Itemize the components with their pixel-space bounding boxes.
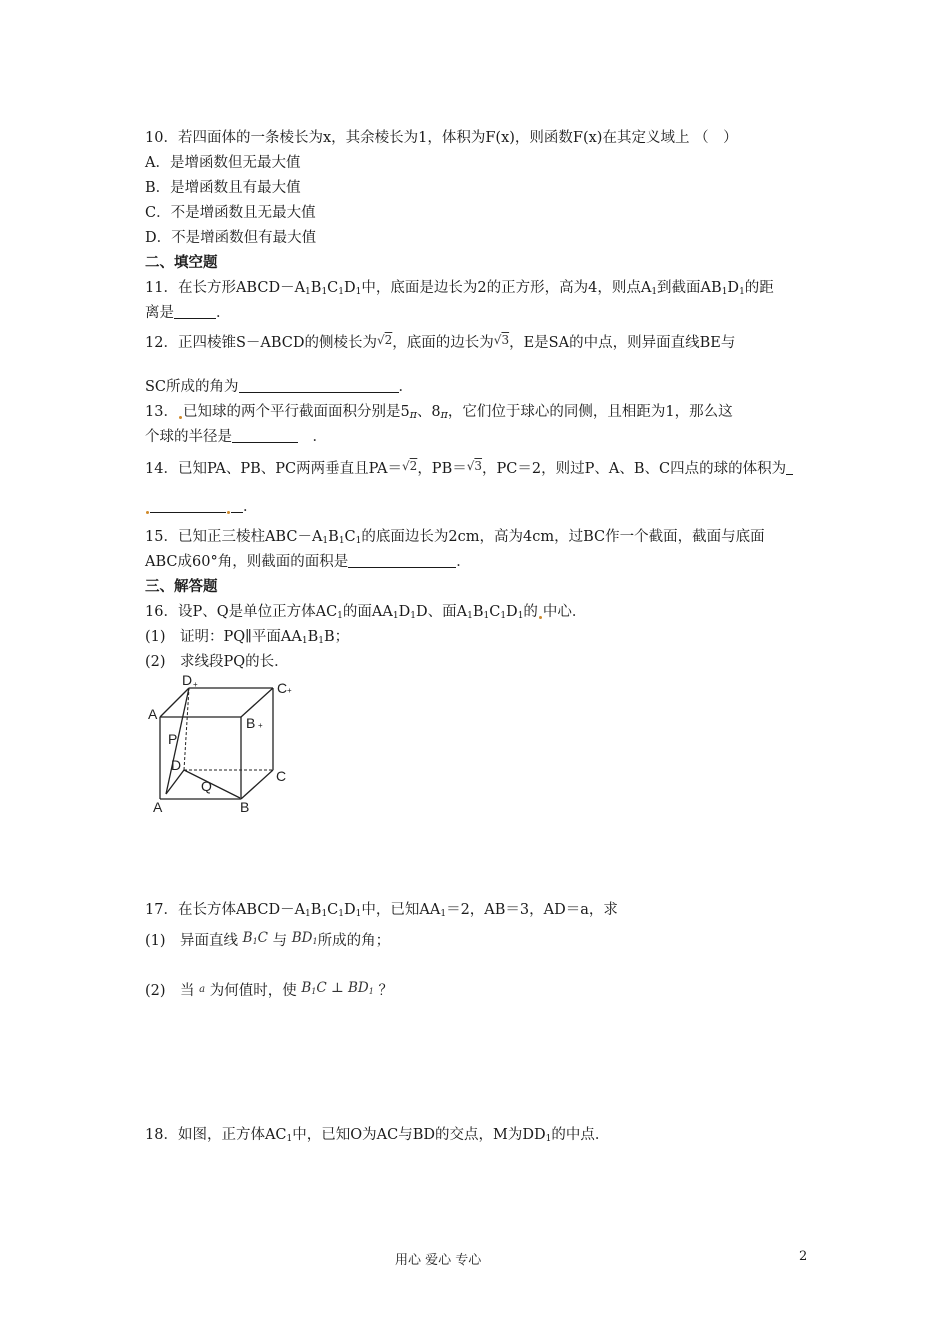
q10-stem: 10．若四面体的一条棱长为x，其余棱长为1，体积为F(x)，则函数F(x)在其定义域上 （ ） (145, 130, 738, 146)
q11-line2: 离是 ． (145, 305, 231, 321)
q10-option-a: A．是增函数但无最大值 (145, 155, 301, 171)
svg-text:+: + (193, 680, 198, 689)
svg-text:+: + (287, 686, 292, 695)
sqrt-2: √2 (402, 459, 418, 473)
q17-part1: (1) 异面直线 $B_1C$ 与 $BD_1$所成的角； (145, 930, 391, 949)
q13-line2: 个球的半径是 ． (145, 429, 327, 445)
figure-label-d1: D (182, 672, 193, 688)
cube-figure (144, 670, 314, 820)
answer-blank (174, 304, 216, 319)
answer-blank (786, 460, 793, 475)
q17-stem: 17．在长方体$ABCD-A_1B_1C_1D_1$中，已知$AA_1=2$，AB＝3，AD＝a，求 (145, 902, 618, 919)
section-heading-solutions: 三、解答题 (145, 579, 218, 595)
page-footer: 用心 爱心 专心 (395, 1253, 482, 1268)
perpendicular-expression: $B_1C$ ⊥ $BD_1$ (301, 980, 374, 996)
page-number: 2 (799, 1249, 808, 1264)
q11-line1: 11．在长方形$ABCD-A_1B_1C_1D_1$中，底面是边长为2的正方形，高为4，则点$A_1$到截面$AB_1D_1$的距 (145, 280, 774, 297)
sqrt-3: √3 (466, 459, 483, 473)
q16-stem: 16．设P、Q是单位正方体$AC_1$的面$AA_1D_1D$、面$A_1B_1C_1D_1$的 中心． (145, 604, 587, 621)
figure-label-b: B (240, 799, 250, 815)
figure-label-a: A (153, 799, 163, 815)
q18-stem: 18．如图，正方体$AC_1$中，已知O为AC与BD的交点，M为$DD_1$的中点． (145, 1127, 610, 1144)
q10-option-b: B．是增函数且有最大值 (145, 180, 301, 196)
answer-blank (239, 378, 399, 393)
sqrt-2: √2 (377, 333, 393, 347)
answer-blank (150, 498, 226, 513)
figure-label-d: D (171, 757, 182, 773)
q12-line2: SC所成的角为 ． (145, 379, 414, 395)
figure-label-c1: C (277, 680, 288, 696)
figure-label-q: Q (201, 778, 212, 794)
q15-line2: ABC成60°角，则截面的面积是 ． (145, 554, 471, 570)
q14-line1: 14．已知PA、PB、PC两两垂直且PA＝$^{√2}$，PB＝$^{√3}$，PC＝2，则过P、A、B、C四点的球的体积为 (145, 456, 793, 479)
q15-line1: 15．已知正三棱柱$ABC-A_1B_1C_1$的底面边长为2cm，高为4cm，过BC作一个截面，截面与底面 (145, 529, 765, 546)
figure-label-p: P (168, 731, 178, 747)
q10-option-c: C．不是增函数且无最大值 (145, 205, 316, 221)
figure-label-a1: A (148, 706, 158, 722)
q16-part2: (2) 求线段PQ的长． (145, 654, 289, 670)
answer-blank (348, 553, 456, 568)
sqrt-3: √3 (493, 333, 510, 347)
section-heading-fill-in: 二、填空题 (145, 255, 218, 271)
figure-label-b1: B (246, 715, 256, 731)
q14-line2: ． (145, 497, 258, 517)
q12-line1: 12．正四棱锥S－ABCD的侧棱长为$^{√2}$，底面的边长为$^{√3}$，E是SA的中点，则异面直线BE与 (145, 333, 736, 351)
q17-part2: (2) 当 $^a$ 为何值时，使 $B_1C$ ⊥ $BD_1$ ？ (145, 980, 393, 999)
q16-part1: (1) 证明：PQ∥平面$AA_1B_1B$； (145, 629, 350, 646)
vector-bd1: $BD_1$ (291, 930, 318, 946)
answer-blank (232, 428, 298, 443)
svg-text:+: + (258, 721, 263, 730)
figure-label-c: C (276, 768, 287, 784)
q10-option-d: D．不是增函数但有最大值 (145, 230, 317, 246)
vector-b1c: $B_1C$ (242, 930, 269, 946)
q13-line1: 13． 已知球的两个平行截面面积分别是5π、8π，它们位于球心的同侧，且相距为1，那么这 (145, 404, 733, 421)
